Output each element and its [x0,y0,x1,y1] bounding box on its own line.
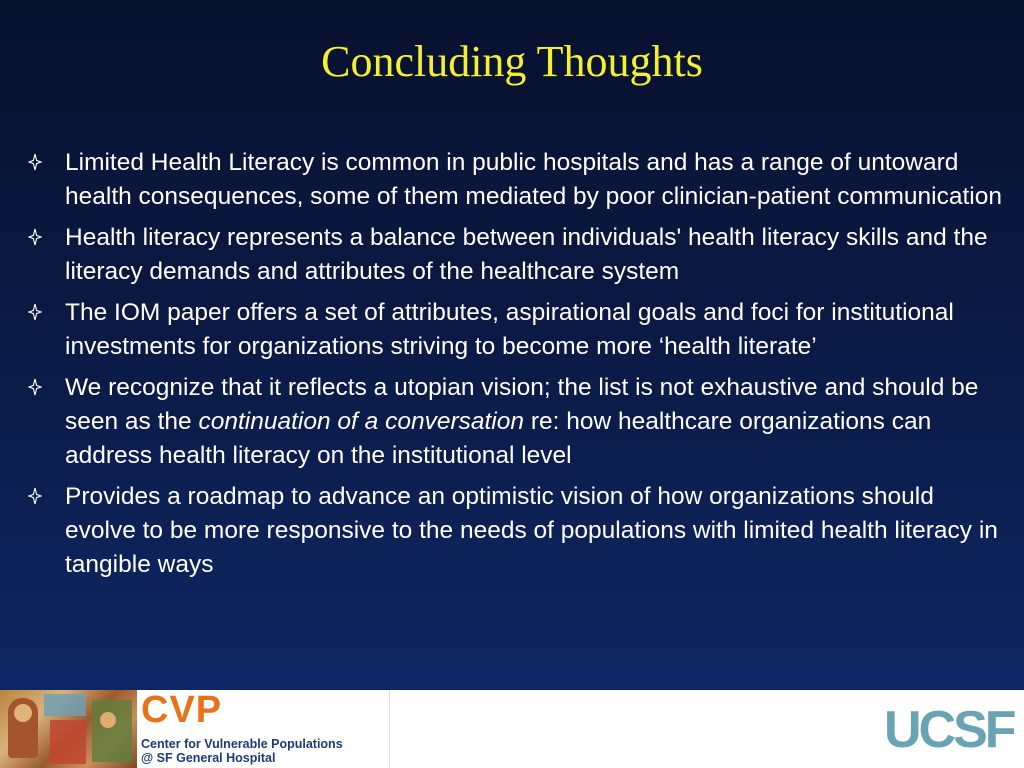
cvp-logo: CVP [141,689,223,731]
mural-image [0,690,137,768]
footer-banner [0,690,1024,768]
bullet-item [28,146,1008,214]
bullet-text-part: We recognize that it reflects a utopian vision; the list is not exhaustive and should be seen as the [65,374,979,435]
cvp-name: Center for Vulnerable Populations [141,737,343,751]
bullet-item [28,296,1008,364]
cvp-subtitle: @ SF General Hospital [141,751,276,765]
star-bullet-icon [28,376,42,398]
bullet-item [28,480,1008,582]
cvp-logo-block [137,690,390,768]
bullet-list [28,146,1008,589]
bullet-text-part: re: how healthcare organizations can address health literacy on the institutional level [65,408,932,469]
bullet-item [28,371,1008,473]
bullet-text: Limited Health Literacy is common in public hospitals and has a range of untoward health consequences, some of them mediated by poor clinician-patient communication [65,149,1002,210]
bullet-emphasis: continuation of a conversation [198,408,525,435]
star-bullet-icon [28,485,42,507]
bullet-text [65,374,978,469]
star-bullet-icon [28,226,42,248]
bullet-text: The IOM paper offers a set of attributes, aspirational goals and foci for institutional investments for organizations striving to become more ‘health literate’ [65,299,954,360]
bullet-text: Health literacy represents a balance between individuals' health literacy skills and the literacy demands and attributes of the healthcare system [65,224,988,285]
star-bullet-icon [28,301,42,323]
bullet-item [28,221,1008,289]
ucsf-logo: UCSF [884,701,1014,759]
bullet-text: Provides a roadmap to advance an optimistic vision of how organizations should evolve to be more responsive to the needs of populations with limited health literacy in tangible ways [65,483,998,578]
slide-title: Concluding Thoughts [321,37,703,86]
star-bullet-icon [28,151,42,173]
